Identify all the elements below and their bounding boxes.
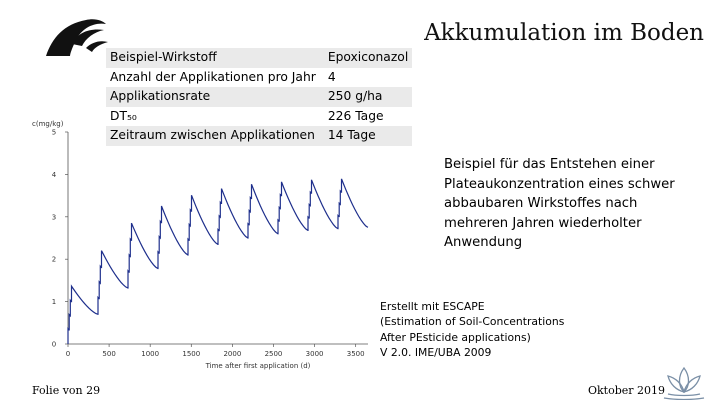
x-tick-label: 0: [65, 350, 71, 358]
x-tick-label: 3000: [305, 350, 324, 358]
credit-line: After PEsticide applications): [380, 330, 531, 344]
x-axis-label: Time after first application (d): [205, 362, 311, 370]
y-tick-label: 0: [51, 340, 57, 349]
table-row: [106, 68, 412, 88]
param-value: 14 Tage: [324, 126, 412, 146]
credit-line: Erstellt mit ESCAPE: [380, 300, 485, 313]
param-label: Anzahl der Applikationen pro Jahr: [106, 68, 324, 88]
y-tick-label: 3: [51, 213, 57, 222]
description-line: Plateaukonzentration eines schwer: [444, 176, 675, 192]
logo: [42, 14, 110, 58]
slide-title: Akkumulation im Boden: [424, 20, 704, 46]
y-axis-label: c(mg/kg): [32, 120, 64, 128]
param-value: 250 g/ha: [324, 87, 412, 107]
credit-text: [380, 299, 640, 361]
y-tick-label: 4: [51, 170, 57, 179]
param-label: Beispiel-Wirkstoff: [106, 48, 324, 68]
x-tick-label: 1000: [141, 350, 160, 358]
y-tick-label: 1: [51, 298, 57, 307]
param-label: DT₅₀: [106, 107, 324, 127]
param-label: Applikationsrate: [106, 87, 324, 107]
param-value: Epoxiconazol: [324, 48, 412, 68]
credit-line: (Estimation of Soil-Concentrations: [380, 315, 565, 329]
table-row: [106, 87, 412, 107]
param-label: Zeitraum zwischen Applikationen: [106, 126, 324, 146]
credit-line: V 2.0. IME/UBA 2009: [380, 346, 492, 360]
description-line: Anwendung: [444, 235, 523, 251]
slide-number: Folie von 29: [32, 384, 101, 397]
param-value: 226 Tage: [324, 107, 412, 127]
description-line: Beispiel für das Entstehen einer: [444, 157, 655, 172]
description-line: mehreren Jahren wiederholter: [444, 215, 642, 231]
x-tick-label: 2500: [264, 350, 283, 358]
x-tick-label: 500: [102, 350, 116, 358]
description-line: abbaubaren Wirkstoffes nach: [444, 196, 638, 212]
x-tick-label: 1500: [182, 350, 201, 358]
table-row: [106, 48, 412, 68]
concentration-series-line: [68, 179, 368, 344]
y-tick-label: 2: [51, 255, 57, 264]
concentration-chart: [28, 112, 378, 377]
x-tick-label: 2000: [223, 350, 242, 358]
emblem-icon: [660, 362, 708, 400]
x-tick-label: 3500: [346, 350, 365, 358]
param-value: 4: [324, 68, 412, 88]
y-tick-label: 5: [51, 128, 57, 137]
description-text: [444, 155, 694, 253]
footer-date: Oktober 2019: [588, 384, 666, 397]
